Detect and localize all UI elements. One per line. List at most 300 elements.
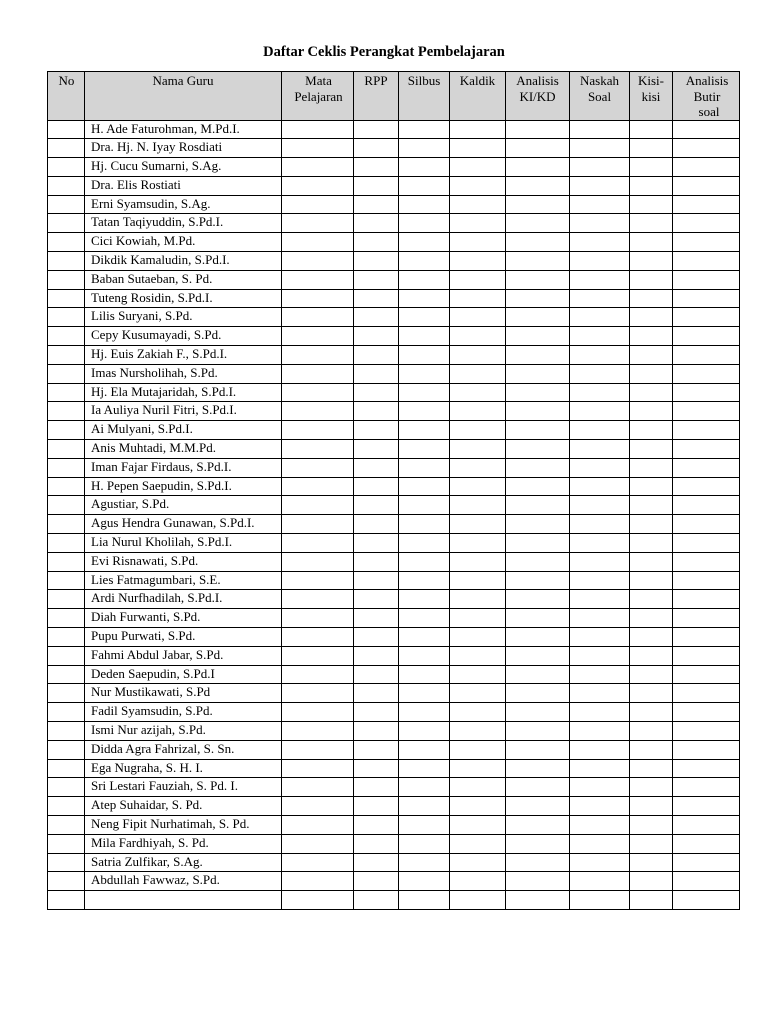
cell-kisi-kisi[interactable] xyxy=(630,552,673,571)
cell-silabus[interactable] xyxy=(399,722,450,741)
cell-naskah-soal[interactable] xyxy=(570,797,630,816)
cell-analisis-butir[interactable] xyxy=(673,402,740,421)
cell-analisis-kikd[interactable] xyxy=(506,797,570,816)
cell-silabus[interactable] xyxy=(399,571,450,590)
cell-analisis-kikd[interactable] xyxy=(506,458,570,477)
cell-kisi-kisi[interactable] xyxy=(630,834,673,853)
cell-kaldik[interactable] xyxy=(450,383,506,402)
cell-mapel[interactable] xyxy=(282,571,354,590)
cell-silabus[interactable] xyxy=(399,515,450,534)
cell-rpp[interactable] xyxy=(354,158,399,177)
cell-analisis-kikd[interactable] xyxy=(506,552,570,571)
cell-silabus[interactable] xyxy=(399,665,450,684)
cell-mapel[interactable] xyxy=(282,515,354,534)
cell-mapel[interactable] xyxy=(282,853,354,872)
cell-naskah-soal[interactable] xyxy=(570,665,630,684)
cell-kisi-kisi[interactable] xyxy=(630,571,673,590)
cell-analisis-kikd[interactable] xyxy=(506,233,570,252)
cell-naskah-soal[interactable] xyxy=(570,421,630,440)
cell-rpp[interactable] xyxy=(354,252,399,271)
cell-kisi-kisi[interactable] xyxy=(630,797,673,816)
cell-rpp[interactable] xyxy=(354,684,399,703)
cell-rpp[interactable] xyxy=(354,270,399,289)
cell-analisis-kikd[interactable] xyxy=(506,195,570,214)
cell-kisi-kisi[interactable] xyxy=(630,872,673,891)
cell-analisis-butir[interactable] xyxy=(673,364,740,383)
cell-mapel[interactable] xyxy=(282,440,354,459)
cell-mapel[interactable] xyxy=(282,402,354,421)
cell-rpp[interactable] xyxy=(354,327,399,346)
cell-silabus[interactable] xyxy=(399,552,450,571)
cell-analisis-butir[interactable] xyxy=(673,515,740,534)
cell-kaldik[interactable] xyxy=(450,195,506,214)
cell-kisi-kisi[interactable] xyxy=(630,120,673,139)
cell-kisi-kisi[interactable] xyxy=(630,402,673,421)
cell-silabus[interactable] xyxy=(399,703,450,722)
cell-naskah-soal[interactable] xyxy=(570,176,630,195)
cell-mapel[interactable] xyxy=(282,722,354,741)
cell-kisi-kisi[interactable] xyxy=(630,740,673,759)
cell-naskah-soal[interactable] xyxy=(570,815,630,834)
cell-kaldik[interactable] xyxy=(450,458,506,477)
cell-silabus[interactable] xyxy=(399,139,450,158)
cell-mapel[interactable] xyxy=(282,815,354,834)
cell-silabus[interactable] xyxy=(399,421,450,440)
cell-silabus[interactable] xyxy=(399,740,450,759)
cell-analisis-butir[interactable] xyxy=(673,797,740,816)
cell-analisis-butir[interactable] xyxy=(673,552,740,571)
cell-silabus[interactable] xyxy=(399,534,450,553)
cell-rpp[interactable] xyxy=(354,364,399,383)
cell-analisis-kikd[interactable] xyxy=(506,534,570,553)
cell-naskah-soal[interactable] xyxy=(570,252,630,271)
cell-kaldik[interactable] xyxy=(450,797,506,816)
cell-kisi-kisi[interactable] xyxy=(630,421,673,440)
cell-kisi-kisi[interactable] xyxy=(630,703,673,722)
cell-kaldik[interactable] xyxy=(450,496,506,515)
cell-kisi-kisi[interactable] xyxy=(630,158,673,177)
cell-naskah-soal[interactable] xyxy=(570,440,630,459)
cell-kisi-kisi[interactable] xyxy=(630,327,673,346)
cell-silabus[interactable] xyxy=(399,778,450,797)
cell-mapel[interactable] xyxy=(282,139,354,158)
cell-naskah-soal[interactable] xyxy=(570,759,630,778)
cell-naskah-soal[interactable] xyxy=(570,703,630,722)
cell-mapel[interactable] xyxy=(282,590,354,609)
cell-naskah-soal[interactable] xyxy=(570,872,630,891)
cell-analisis-butir[interactable] xyxy=(673,703,740,722)
cell-mapel[interactable] xyxy=(282,270,354,289)
cell-rpp[interactable] xyxy=(354,233,399,252)
cell-kaldik[interactable] xyxy=(450,853,506,872)
cell-analisis-kikd[interactable] xyxy=(506,421,570,440)
cell-rpp[interactable] xyxy=(354,214,399,233)
cell-analisis-butir[interactable] xyxy=(673,853,740,872)
cell-analisis-kikd[interactable] xyxy=(506,684,570,703)
cell-silabus[interactable] xyxy=(399,834,450,853)
cell-naskah-soal[interactable] xyxy=(570,327,630,346)
cell-rpp[interactable] xyxy=(354,740,399,759)
cell-kisi-kisi[interactable] xyxy=(630,176,673,195)
cell-rpp[interactable] xyxy=(354,590,399,609)
cell-analisis-butir[interactable] xyxy=(673,195,740,214)
cell-analisis-kikd[interactable] xyxy=(506,778,570,797)
cell-kisi-kisi[interactable] xyxy=(630,195,673,214)
cell-silabus[interactable] xyxy=(399,364,450,383)
cell-analisis-kikd[interactable] xyxy=(506,834,570,853)
cell-kaldik[interactable] xyxy=(450,834,506,853)
cell-analisis-kikd[interactable] xyxy=(506,853,570,872)
cell-mapel[interactable] xyxy=(282,233,354,252)
cell-silabus[interactable] xyxy=(399,458,450,477)
cell-analisis-butir[interactable] xyxy=(673,571,740,590)
cell-rpp[interactable] xyxy=(354,458,399,477)
cell-analisis-kikd[interactable] xyxy=(506,364,570,383)
cell-rpp[interactable] xyxy=(354,853,399,872)
cell-analisis-kikd[interactable] xyxy=(506,759,570,778)
cell-rpp[interactable] xyxy=(354,834,399,853)
cell-kisi-kisi[interactable] xyxy=(630,609,673,628)
cell-naskah-soal[interactable] xyxy=(570,383,630,402)
cell-naskah-soal[interactable] xyxy=(570,552,630,571)
cell-kisi-kisi[interactable] xyxy=(630,496,673,515)
cell-naskah-soal[interactable] xyxy=(570,364,630,383)
cell-rpp[interactable] xyxy=(354,665,399,684)
cell-silabus[interactable] xyxy=(399,327,450,346)
cell-analisis-butir[interactable] xyxy=(673,421,740,440)
cell-analisis-butir[interactable] xyxy=(673,609,740,628)
cell-kisi-kisi[interactable] xyxy=(630,346,673,365)
cell-silabus[interactable] xyxy=(399,308,450,327)
cell-mapel[interactable] xyxy=(282,195,354,214)
cell-mapel[interactable] xyxy=(282,176,354,195)
cell-analisis-butir[interactable] xyxy=(673,815,740,834)
cell-mapel[interactable] xyxy=(282,383,354,402)
cell-kaldik[interactable] xyxy=(450,440,506,459)
cell-kaldik[interactable] xyxy=(450,590,506,609)
cell-rpp[interactable] xyxy=(354,628,399,647)
cell-silabus[interactable] xyxy=(399,646,450,665)
cell-kaldik[interactable] xyxy=(450,815,506,834)
cell-rpp[interactable] xyxy=(354,120,399,139)
cell-kisi-kisi[interactable] xyxy=(630,759,673,778)
cell-kisi-kisi[interactable] xyxy=(630,252,673,271)
cell-rpp[interactable] xyxy=(354,496,399,515)
cell-kaldik[interactable] xyxy=(450,722,506,741)
cell-mapel[interactable] xyxy=(282,609,354,628)
cell-kisi-kisi[interactable] xyxy=(630,308,673,327)
cell-rpp[interactable] xyxy=(354,703,399,722)
cell-silabus[interactable] xyxy=(399,759,450,778)
cell-analisis-butir[interactable] xyxy=(673,628,740,647)
cell-kisi-kisi[interactable] xyxy=(630,891,673,910)
cell-mapel[interactable] xyxy=(282,346,354,365)
cell-mapel[interactable] xyxy=(282,740,354,759)
cell-analisis-butir[interactable] xyxy=(673,684,740,703)
cell-mapel[interactable] xyxy=(282,364,354,383)
cell-kisi-kisi[interactable] xyxy=(630,665,673,684)
cell-analisis-kikd[interactable] xyxy=(506,270,570,289)
cell-silabus[interactable] xyxy=(399,233,450,252)
cell-silabus[interactable] xyxy=(399,684,450,703)
cell-silabus[interactable] xyxy=(399,252,450,271)
cell-kaldik[interactable] xyxy=(450,628,506,647)
cell-naskah-soal[interactable] xyxy=(570,214,630,233)
cell-analisis-butir[interactable] xyxy=(673,740,740,759)
cell-analisis-butir[interactable] xyxy=(673,308,740,327)
cell-kaldik[interactable] xyxy=(450,289,506,308)
cell-naskah-soal[interactable] xyxy=(570,496,630,515)
cell-naskah-soal[interactable] xyxy=(570,289,630,308)
cell-silabus[interactable] xyxy=(399,590,450,609)
cell-kisi-kisi[interactable] xyxy=(630,214,673,233)
cell-silabus[interactable] xyxy=(399,815,450,834)
cell-silabus[interactable] xyxy=(399,797,450,816)
cell-rpp[interactable] xyxy=(354,176,399,195)
cell-analisis-butir[interactable] xyxy=(673,665,740,684)
cell-analisis-kikd[interactable] xyxy=(506,383,570,402)
cell-kaldik[interactable] xyxy=(450,759,506,778)
cell-analisis-kikd[interactable] xyxy=(506,722,570,741)
cell-kaldik[interactable] xyxy=(450,158,506,177)
cell-kisi-kisi[interactable] xyxy=(630,440,673,459)
cell-analisis-kikd[interactable] xyxy=(506,590,570,609)
cell-mapel[interactable] xyxy=(282,872,354,891)
cell-rpp[interactable] xyxy=(354,421,399,440)
cell-kaldik[interactable] xyxy=(450,477,506,496)
cell-analisis-butir[interactable] xyxy=(673,759,740,778)
cell-silabus[interactable] xyxy=(399,346,450,365)
cell-mapel[interactable] xyxy=(282,552,354,571)
cell-naskah-soal[interactable] xyxy=(570,740,630,759)
cell-analisis-butir[interactable] xyxy=(673,477,740,496)
cell-naskah-soal[interactable] xyxy=(570,628,630,647)
cell-rpp[interactable] xyxy=(354,402,399,421)
cell-silabus[interactable] xyxy=(399,195,450,214)
cell-analisis-kikd[interactable] xyxy=(506,628,570,647)
cell-analisis-butir[interactable] xyxy=(673,289,740,308)
cell-mapel[interactable] xyxy=(282,665,354,684)
cell-kaldik[interactable] xyxy=(450,571,506,590)
cell-rpp[interactable] xyxy=(354,289,399,308)
cell-analisis-butir[interactable] xyxy=(673,722,740,741)
cell-rpp[interactable] xyxy=(354,609,399,628)
cell-naskah-soal[interactable] xyxy=(570,195,630,214)
cell-analisis-butir[interactable] xyxy=(673,233,740,252)
cell-kisi-kisi[interactable] xyxy=(630,534,673,553)
cell-rpp[interactable] xyxy=(354,346,399,365)
cell-kisi-kisi[interactable] xyxy=(630,364,673,383)
cell-kaldik[interactable] xyxy=(450,364,506,383)
cell-analisis-butir[interactable] xyxy=(673,590,740,609)
cell-rpp[interactable] xyxy=(354,139,399,158)
cell-analisis-kikd[interactable] xyxy=(506,515,570,534)
cell-analisis-butir[interactable] xyxy=(673,891,740,910)
cell-kaldik[interactable] xyxy=(450,327,506,346)
cell-mapel[interactable] xyxy=(282,759,354,778)
cell-naskah-soal[interactable] xyxy=(570,233,630,252)
cell-analisis-kikd[interactable] xyxy=(506,665,570,684)
cell-mapel[interactable] xyxy=(282,458,354,477)
cell-kaldik[interactable] xyxy=(450,684,506,703)
cell-silabus[interactable] xyxy=(399,496,450,515)
cell-silabus[interactable] xyxy=(399,853,450,872)
cell-mapel[interactable] xyxy=(282,703,354,722)
cell-rpp[interactable] xyxy=(354,797,399,816)
cell-kisi-kisi[interactable] xyxy=(630,590,673,609)
cell-analisis-butir[interactable] xyxy=(673,346,740,365)
cell-analisis-butir[interactable] xyxy=(673,646,740,665)
cell-rpp[interactable] xyxy=(354,778,399,797)
cell-mapel[interactable] xyxy=(282,120,354,139)
cell-kaldik[interactable] xyxy=(450,308,506,327)
cell-mapel[interactable] xyxy=(282,496,354,515)
cell-analisis-kikd[interactable] xyxy=(506,158,570,177)
cell-analisis-butir[interactable] xyxy=(673,270,740,289)
cell-rpp[interactable] xyxy=(354,759,399,778)
cell-silabus[interactable] xyxy=(399,289,450,308)
cell-analisis-kikd[interactable] xyxy=(506,327,570,346)
cell-analisis-butir[interactable] xyxy=(673,440,740,459)
cell-rpp[interactable] xyxy=(354,552,399,571)
cell-rpp[interactable] xyxy=(354,515,399,534)
cell-kaldik[interactable] xyxy=(450,233,506,252)
cell-naskah-soal[interactable] xyxy=(570,646,630,665)
cell-rpp[interactable] xyxy=(354,477,399,496)
cell-naskah-soal[interactable] xyxy=(570,891,630,910)
cell-silabus[interactable] xyxy=(399,158,450,177)
cell-kisi-kisi[interactable] xyxy=(630,139,673,158)
cell-mapel[interactable] xyxy=(282,214,354,233)
cell-naskah-soal[interactable] xyxy=(570,609,630,628)
cell-kaldik[interactable] xyxy=(450,176,506,195)
cell-analisis-butir[interactable] xyxy=(673,120,740,139)
cell-kisi-kisi[interactable] xyxy=(630,722,673,741)
cell-kaldik[interactable] xyxy=(450,402,506,421)
cell-silabus[interactable] xyxy=(399,609,450,628)
cell-analisis-kikd[interactable] xyxy=(506,477,570,496)
cell-mapel[interactable] xyxy=(282,477,354,496)
cell-kaldik[interactable] xyxy=(450,421,506,440)
cell-kaldik[interactable] xyxy=(450,703,506,722)
cell-kaldik[interactable] xyxy=(450,609,506,628)
cell-naskah-soal[interactable] xyxy=(570,571,630,590)
cell-silabus[interactable] xyxy=(399,176,450,195)
cell-analisis-kikd[interactable] xyxy=(506,703,570,722)
cell-analisis-kikd[interactable] xyxy=(506,891,570,910)
cell-naskah-soal[interactable] xyxy=(570,684,630,703)
cell-analisis-kikd[interactable] xyxy=(506,176,570,195)
cell-mapel[interactable] xyxy=(282,327,354,346)
cell-kisi-kisi[interactable] xyxy=(630,458,673,477)
cell-kaldik[interactable] xyxy=(450,552,506,571)
cell-rpp[interactable] xyxy=(354,195,399,214)
cell-analisis-kikd[interactable] xyxy=(506,571,570,590)
cell-analisis-kikd[interactable] xyxy=(506,289,570,308)
cell-kaldik[interactable] xyxy=(450,740,506,759)
cell-analisis-butir[interactable] xyxy=(673,176,740,195)
cell-silabus[interactable] xyxy=(399,120,450,139)
cell-analisis-butir[interactable] xyxy=(673,834,740,853)
cell-kisi-kisi[interactable] xyxy=(630,515,673,534)
cell-kisi-kisi[interactable] xyxy=(630,289,673,308)
cell-rpp[interactable] xyxy=(354,383,399,402)
cell-mapel[interactable] xyxy=(282,421,354,440)
cell-analisis-butir[interactable] xyxy=(673,534,740,553)
cell-kisi-kisi[interactable] xyxy=(630,477,673,496)
cell-naskah-soal[interactable] xyxy=(570,158,630,177)
cell-analisis-kikd[interactable] xyxy=(506,346,570,365)
cell-rpp[interactable] xyxy=(354,891,399,910)
cell-naskah-soal[interactable] xyxy=(570,402,630,421)
cell-mapel[interactable] xyxy=(282,534,354,553)
cell-mapel[interactable] xyxy=(282,778,354,797)
cell-naskah-soal[interactable] xyxy=(570,590,630,609)
cell-analisis-kikd[interactable] xyxy=(506,308,570,327)
cell-silabus[interactable] xyxy=(399,477,450,496)
cell-kisi-kisi[interactable] xyxy=(630,628,673,647)
cell-analisis-butir[interactable] xyxy=(673,252,740,271)
cell-naskah-soal[interactable] xyxy=(570,853,630,872)
cell-kaldik[interactable] xyxy=(450,270,506,289)
cell-mapel[interactable] xyxy=(282,797,354,816)
cell-rpp[interactable] xyxy=(354,534,399,553)
cell-analisis-butir[interactable] xyxy=(673,778,740,797)
cell-rpp[interactable] xyxy=(354,722,399,741)
cell-naskah-soal[interactable] xyxy=(570,139,630,158)
cell-kisi-kisi[interactable] xyxy=(630,778,673,797)
cell-kisi-kisi[interactable] xyxy=(630,684,673,703)
cell-analisis-kikd[interactable] xyxy=(506,872,570,891)
cell-kaldik[interactable] xyxy=(450,891,506,910)
cell-naskah-soal[interactable] xyxy=(570,458,630,477)
cell-analisis-butir[interactable] xyxy=(673,383,740,402)
cell-naskah-soal[interactable] xyxy=(570,120,630,139)
cell-silabus[interactable] xyxy=(399,402,450,421)
cell-naskah-soal[interactable] xyxy=(570,534,630,553)
cell-mapel[interactable] xyxy=(282,684,354,703)
cell-kaldik[interactable] xyxy=(450,646,506,665)
cell-silabus[interactable] xyxy=(399,270,450,289)
cell-mapel[interactable] xyxy=(282,308,354,327)
cell-rpp[interactable] xyxy=(354,571,399,590)
cell-kaldik[interactable] xyxy=(450,778,506,797)
cell-silabus[interactable] xyxy=(399,440,450,459)
cell-kisi-kisi[interactable] xyxy=(630,646,673,665)
cell-silabus[interactable] xyxy=(399,891,450,910)
cell-mapel[interactable] xyxy=(282,628,354,647)
cell-analisis-butir[interactable] xyxy=(673,214,740,233)
cell-naskah-soal[interactable] xyxy=(570,308,630,327)
cell-naskah-soal[interactable] xyxy=(570,778,630,797)
cell-kisi-kisi[interactable] xyxy=(630,383,673,402)
cell-kisi-kisi[interactable] xyxy=(630,270,673,289)
cell-kisi-kisi[interactable] xyxy=(630,815,673,834)
cell-mapel[interactable] xyxy=(282,891,354,910)
cell-naskah-soal[interactable] xyxy=(570,346,630,365)
cell-rpp[interactable] xyxy=(354,308,399,327)
cell-analisis-kikd[interactable] xyxy=(506,214,570,233)
cell-kaldik[interactable] xyxy=(450,252,506,271)
cell-rpp[interactable] xyxy=(354,815,399,834)
cell-kaldik[interactable] xyxy=(450,534,506,553)
cell-silabus[interactable] xyxy=(399,872,450,891)
cell-analisis-kikd[interactable] xyxy=(506,609,570,628)
cell-mapel[interactable] xyxy=(282,646,354,665)
cell-rpp[interactable] xyxy=(354,440,399,459)
cell-mapel[interactable] xyxy=(282,252,354,271)
cell-silabus[interactable] xyxy=(399,214,450,233)
